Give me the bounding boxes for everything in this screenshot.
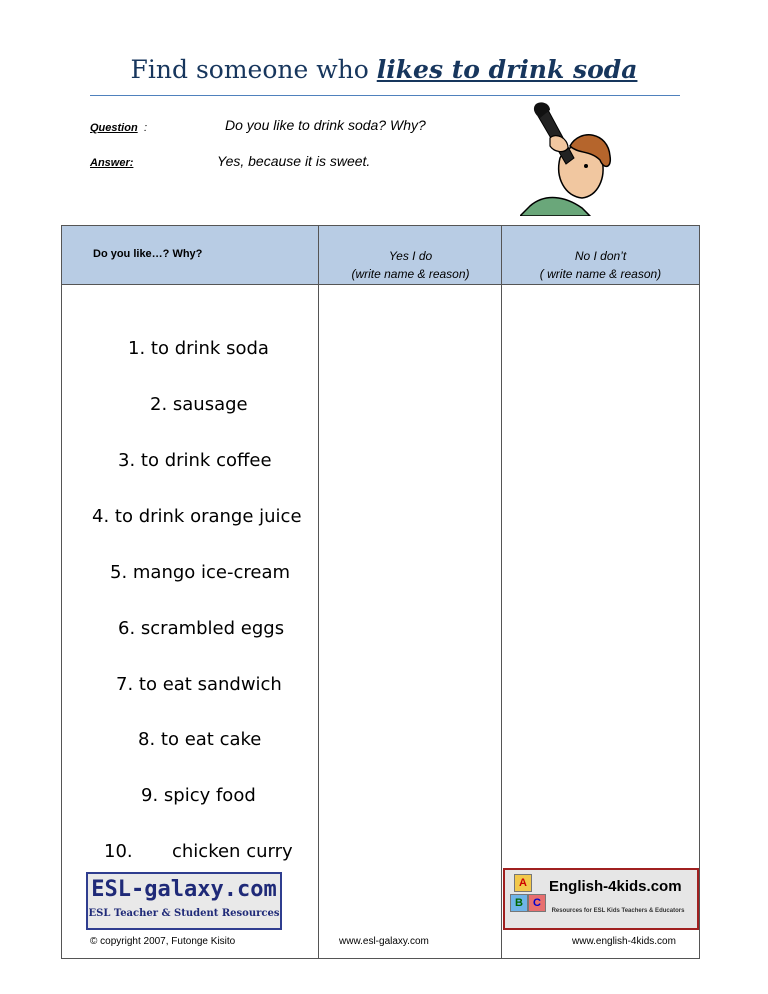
question-colon: : [144, 122, 148, 134]
list-item: 3. to drink coffee [118, 450, 272, 471]
esl-logo-tagline: ESL Teacher & Student Resources [88, 908, 280, 919]
title-rule [90, 95, 680, 96]
list-item: 1. to drink soda [128, 338, 269, 359]
header-no-title: No I don’t [574, 249, 627, 263]
abc-blocks-icon: A B C [510, 874, 546, 924]
list-item: 2. sausage [150, 394, 248, 415]
column-divider-1 [318, 226, 319, 958]
answer-text: Yes, because it is sweet. [217, 153, 371, 169]
list-item: 4. to drink orange juice [92, 506, 302, 527]
list-item-number: 10. [104, 841, 133, 862]
page-title [0, 55, 768, 84]
list-item: 8. to eat cake [138, 729, 262, 750]
title-prefix: Find someone who [130, 55, 369, 84]
list-item: 6. scrambled eggs [118, 618, 285, 639]
column-divider-2 [501, 226, 502, 958]
list-item: 9. spicy food [141, 785, 256, 806]
question-label: Question [90, 122, 138, 134]
esl-galaxy-logo [86, 872, 282, 930]
title-emphasis: likes to drink soda [376, 55, 638, 84]
header-yes-note: (write name & reason) [351, 267, 470, 281]
e4k-logo-name: English-4kids.com [549, 878, 682, 895]
list-item: 5. mango ice-cream [110, 562, 291, 583]
e4k-logo-tagline: Resources for ESL Kids Teachers & Educators [551, 908, 685, 914]
survey-table [61, 225, 700, 959]
header-do-you-like: Do you like…? Why? [93, 248, 203, 260]
header-yes-title: Yes I do [388, 249, 433, 263]
header-no-column [502, 247, 699, 283]
question-text: Do you like to drink soda? Why? [225, 117, 426, 133]
boy-drinking-soda-illustration [520, 98, 620, 216]
esl-galaxy-url[interactable]: www.esl-galaxy.com [339, 936, 429, 947]
esl-logo-name: ESL-galaxy.com [91, 877, 277, 902]
answer-label: Answer: [90, 157, 134, 169]
english-4kids-url[interactable]: www.english-4kids.com [572, 936, 676, 947]
header-yes-column [319, 247, 502, 283]
copyright-text: © copyright 2007, Futonge Kisito [90, 936, 236, 947]
list-item: 7. to eat sandwich [116, 674, 282, 695]
list-item: chicken curry [172, 841, 293, 862]
english-4kids-logo [503, 868, 699, 930]
header-no-note: ( write name & reason) [539, 267, 662, 281]
